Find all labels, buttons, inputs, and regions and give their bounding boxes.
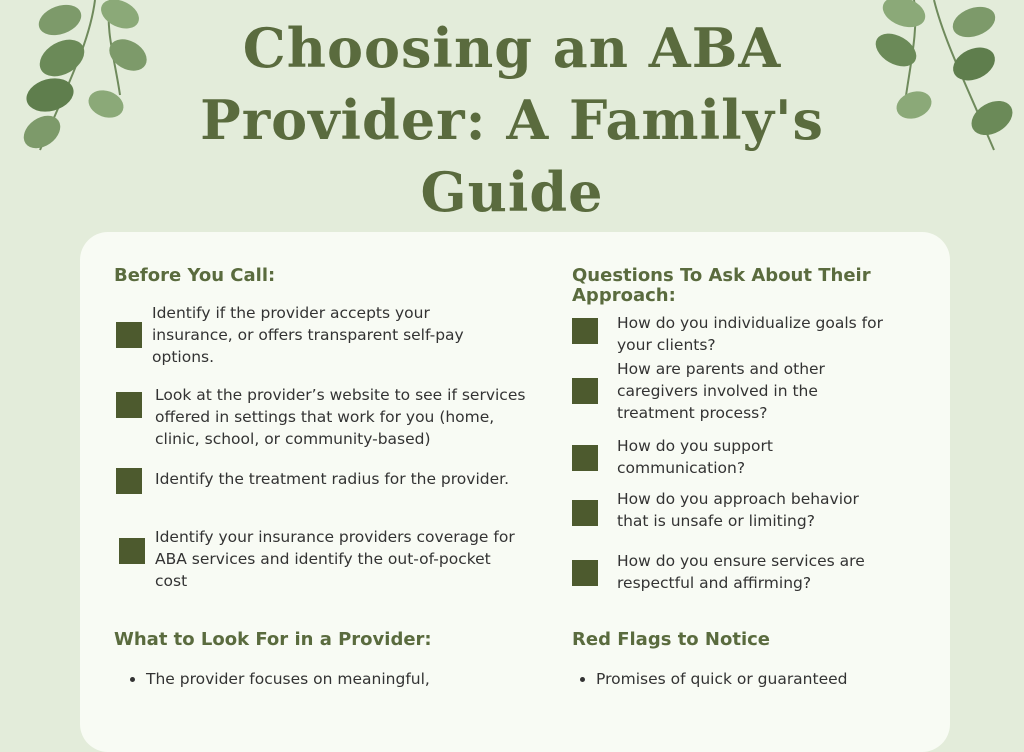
checklist-item-text: How are parents and other caregivers involved in the treatment process? — [617, 360, 825, 422]
checklist-item-text: How do you ensure services are respectful and affirming? — [617, 552, 865, 592]
checkbox[interactable] — [119, 538, 145, 564]
what-to-look-for-heading: What to Look For in a Provider: — [114, 629, 432, 650]
checkbox[interactable] — [572, 445, 598, 471]
red-flags-list — [572, 668, 848, 690]
checklist-item-text: Identify if the provider accepts your insurance, or offers transparent self-pay options. — [152, 304, 464, 366]
checkbox[interactable] — [116, 468, 142, 494]
checkbox[interactable] — [572, 318, 598, 344]
eucalyptus-leaves-left-decoration — [0, 0, 170, 160]
list-item: • Promises of quick or guaranteed — [596, 668, 848, 690]
questions-heading: Questions To Ask About Their Approach: — [572, 265, 871, 306]
checklist-item-text: How do you approach behavior that is unsafe or limiting? — [617, 490, 859, 530]
checklist-item-text: Identify your insurance providers coverage for ABA services and identify the out-of-pocket cost — [155, 528, 515, 590]
checklist-item-text: Identify the treatment radius for the provider. — [155, 470, 510, 488]
checklist-item-text: How do you individualize goals for your clients? — [617, 314, 883, 354]
checkbox[interactable] — [572, 560, 598, 586]
checkbox[interactable] — [116, 392, 142, 418]
checkbox[interactable] — [572, 378, 598, 404]
checkbox[interactable] — [572, 500, 598, 526]
checklist-item-text: How do you support communication? — [617, 437, 773, 477]
checkbox[interactable] — [116, 322, 142, 348]
what-to-look-for-list — [114, 668, 430, 690]
red-flags-heading: Red Flags to Notice — [572, 629, 771, 650]
guide-card — [80, 232, 950, 752]
page-title: Choosing an ABA Provider: A Family's Guide — [200, 16, 824, 224]
before-you-call-heading: Before You Call: — [114, 265, 276, 286]
list-item: • The provider focuses on meaningful, — [146, 668, 430, 690]
checklist-item-text: Look at the provider’s website to see if services offered in settings that work for you (home, clinic, school, or community-based) — [155, 386, 526, 448]
eucalyptus-leaves-right-decoration — [874, 0, 1024, 160]
